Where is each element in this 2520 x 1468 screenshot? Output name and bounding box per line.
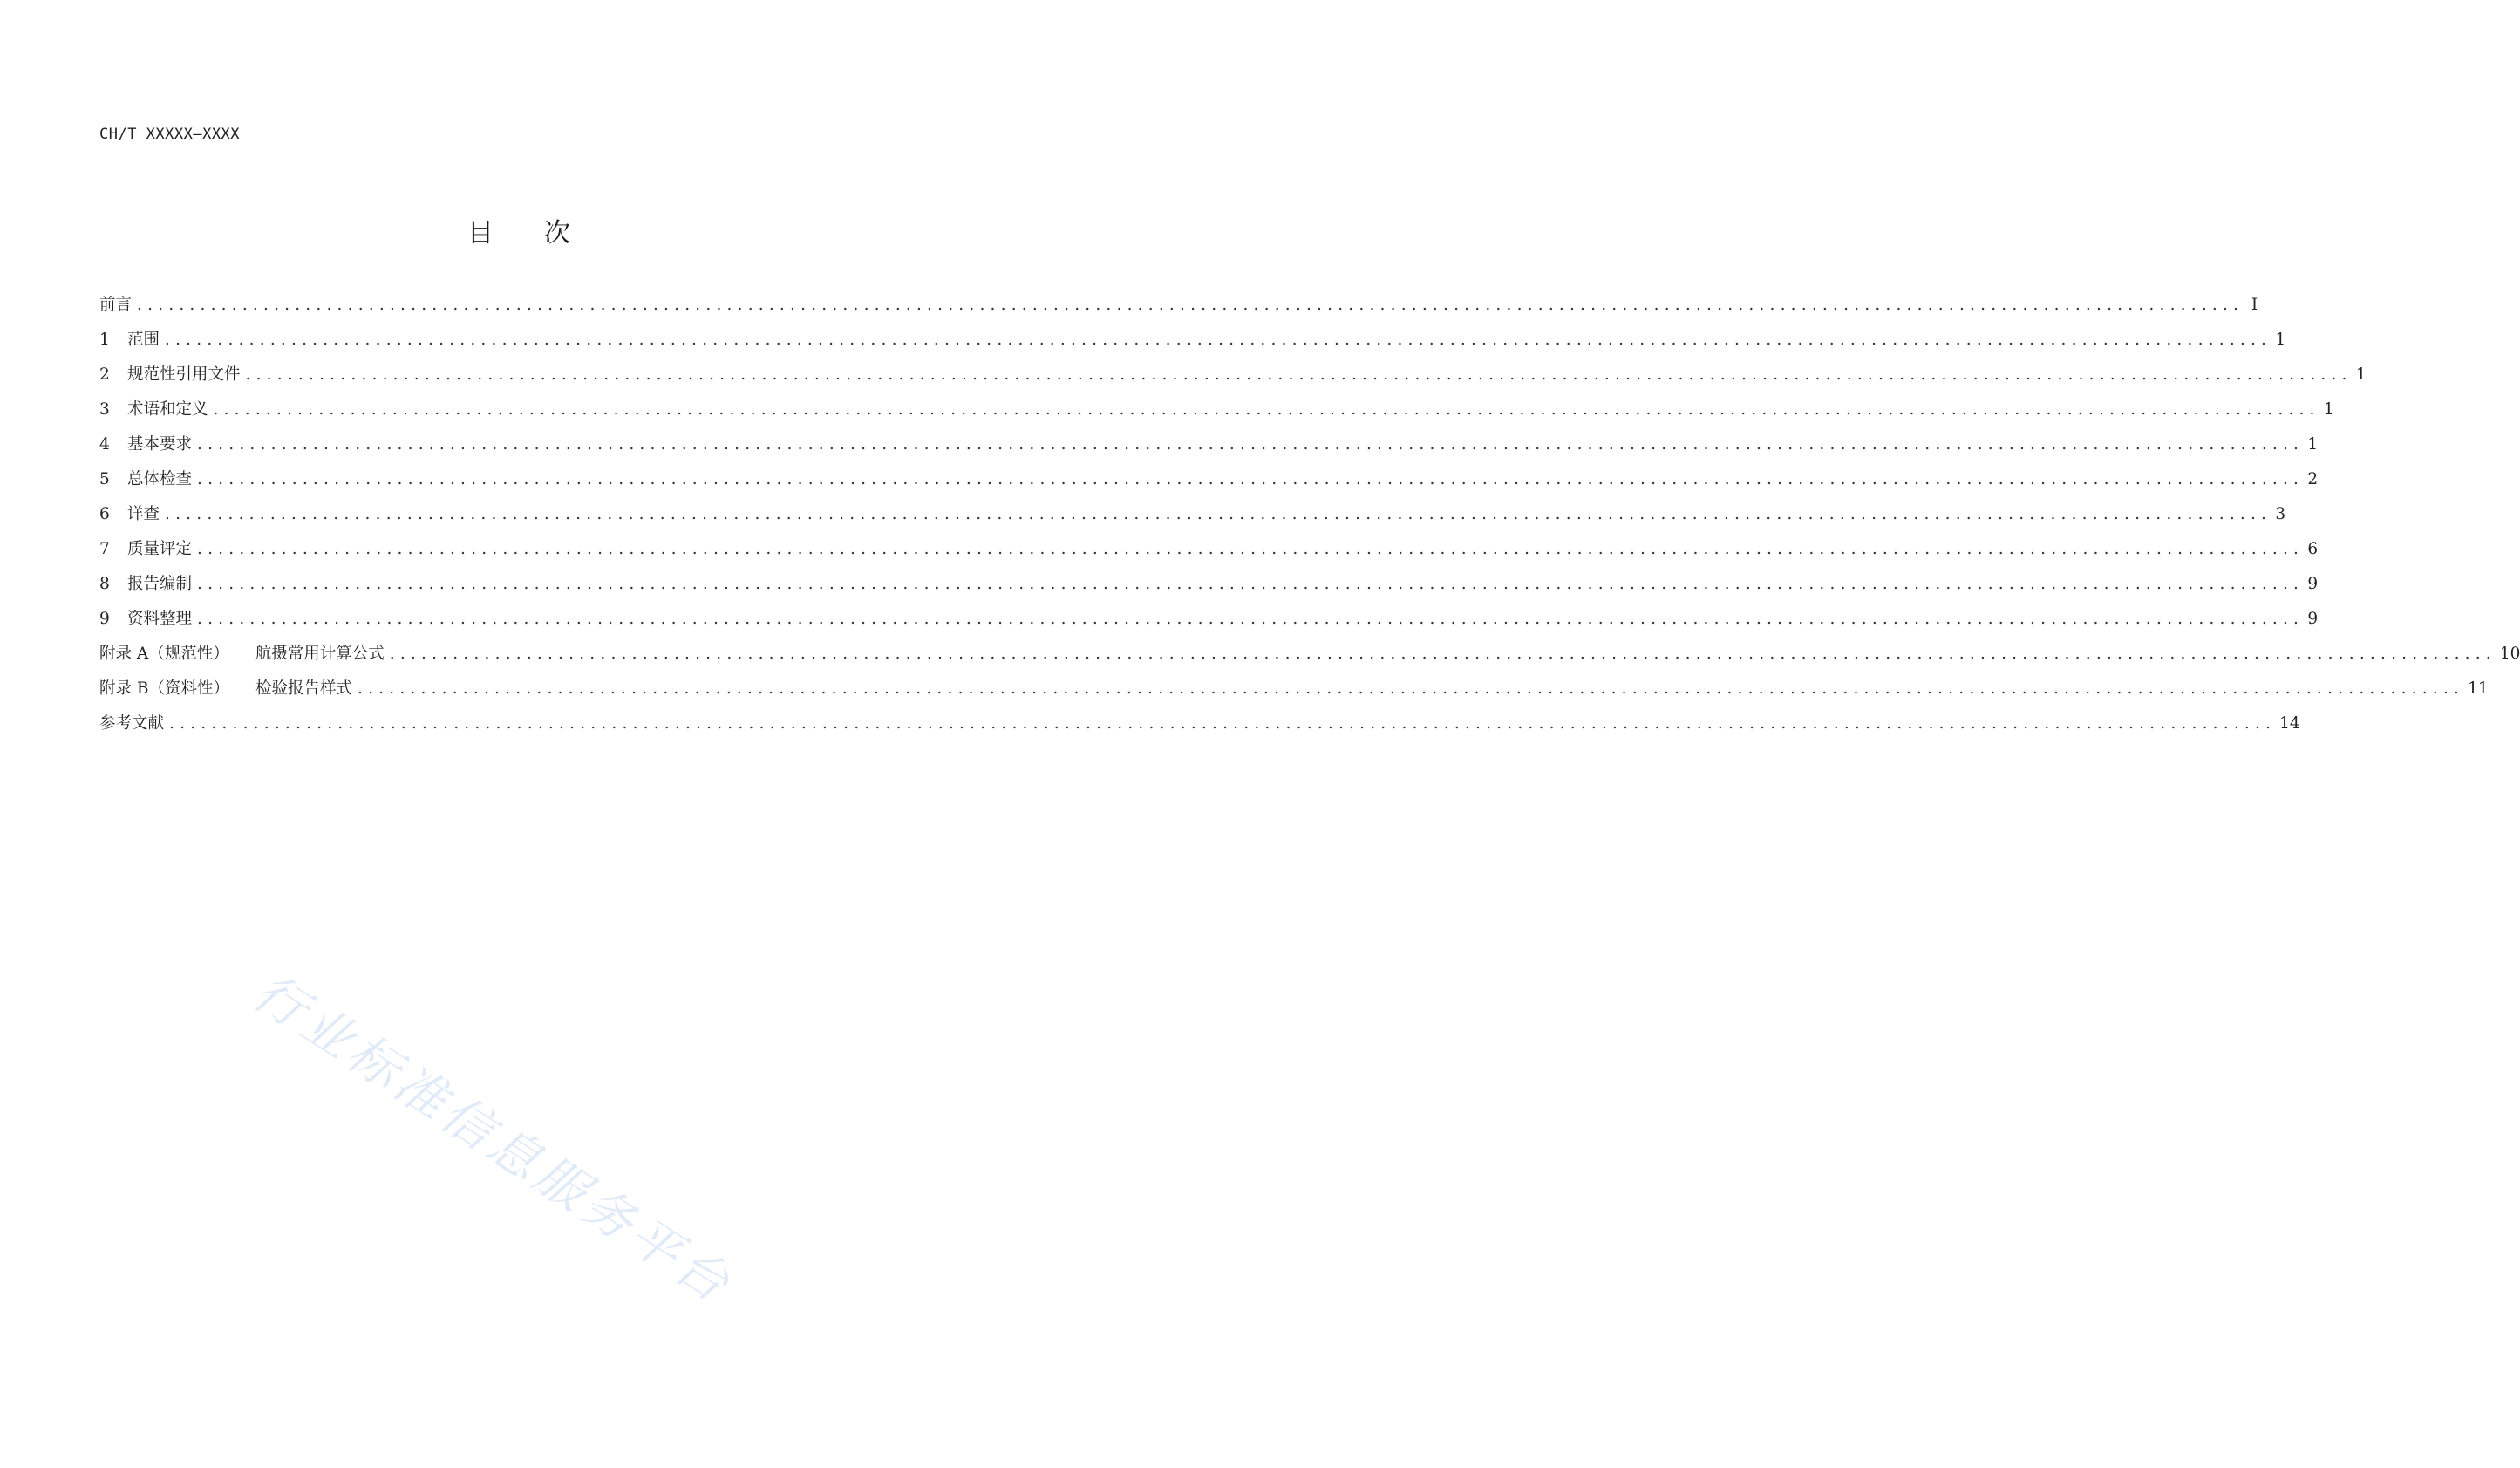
toc-entry[interactable]	[99, 672, 2489, 707]
toc-entry-number: 2	[99, 365, 110, 384]
toc-entry[interactable]	[99, 707, 2300, 741]
toc-entry-title: 规范性引用文件	[127, 365, 241, 384]
watermark: 行业标准信息服务平台	[242, 961, 744, 1316]
toc-entry[interactable]	[99, 637, 2520, 672]
toc-entry-number: 3	[99, 400, 110, 419]
toc-entry-title: 基本要求	[127, 435, 193, 454]
toc-entry-subtitle: 检验报告样式	[255, 679, 352, 698]
toc-dot-leader: ........................................................................................................................................................................................................	[165, 505, 2272, 523]
toc-entry-number: 9	[99, 610, 110, 628]
toc-entry-page-number: 9	[2307, 610, 2319, 628]
toc-entry-title: 附录 B（资料性）	[99, 679, 229, 698]
toc-entry-title: 资料整理	[127, 610, 193, 628]
toc-entry[interactable]	[99, 393, 2334, 427]
toc-entry[interactable]	[99, 323, 2286, 358]
toc-entry-title: 前言	[99, 296, 133, 314]
toc-entry-number: 7	[99, 540, 110, 558]
toc-dot-leader: ........................................................................................................................................................................................................	[245, 365, 2353, 384]
table-of-contents	[99, 288, 2520, 741]
toc-entry[interactable]	[99, 497, 2286, 532]
toc-entry-page-number: 11	[2468, 679, 2489, 698]
toc-dot-leader: ........................................................................................................................................................................................................	[197, 610, 2305, 628]
toc-dot-leader: ........................................................................................................................................................................................................	[358, 679, 2465, 698]
toc-entry-title: 范围	[127, 331, 160, 349]
toc-entry-page-number: 3	[2275, 505, 2286, 523]
toc-dot-leader: ........................................................................................................................................................................................................	[197, 575, 2305, 593]
toc-entry-page-number: 1	[2275, 331, 2286, 349]
toc-dot-leader: ........................................................................................................................................................................................................	[213, 400, 2320, 419]
toc-entry-number: 5	[99, 470, 110, 488]
toc-entry-title: 详查	[127, 505, 160, 523]
toc-dot-leader: ........................................................................................................................................................................................................	[197, 435, 2305, 454]
toc-entry[interactable]	[99, 462, 2319, 497]
toc-entry[interactable]	[99, 288, 2258, 323]
toc-entry-page-number: 1	[2355, 365, 2367, 384]
toc-entry-title: 总体检查	[127, 470, 193, 488]
toc-entry-page-number: 2	[2307, 470, 2319, 488]
toc-entry[interactable]	[99, 358, 2367, 393]
toc-entry-page-number: 6	[2307, 540, 2319, 558]
toc-entry-page-number: I	[2251, 296, 2258, 314]
toc-entry-page-number: 1	[2323, 400, 2334, 419]
toc-entry-number: 1	[99, 331, 110, 349]
toc-dot-leader: ........................................................................................................................................................................................................	[137, 296, 2244, 314]
toc-entry-page-number: 10	[2499, 645, 2520, 663]
toc-entry-page-number: 9	[2307, 575, 2319, 593]
toc-entry-subtitle: 航摄常用计算公式	[255, 645, 385, 663]
toc-entry-title: 术语和定义	[127, 400, 208, 419]
toc-entry[interactable]	[99, 532, 2319, 567]
toc-entry-number: 8	[99, 575, 110, 593]
toc-dot-leader: ........................................................................................................................................................................................................	[197, 540, 2305, 558]
toc-entry[interactable]	[99, 602, 2319, 637]
toc-entry[interactable]	[99, 567, 2319, 602]
toc-entry-title: 报告编制	[127, 575, 193, 593]
toc-dot-leader: ........................................................................................................................................................................................................	[165, 331, 2272, 349]
toc-title: 目次	[467, 218, 621, 249]
toc-entry-title: 质量评定	[127, 540, 193, 558]
toc-entry-page-number: 1	[2307, 435, 2319, 454]
toc-entry-title: 附录 A（规范性）	[99, 645, 229, 663]
toc-entry-number: 6	[99, 505, 110, 523]
toc-dot-leader: ........................................................................................................................................................................................................	[197, 470, 2305, 488]
toc-entry-number: 4	[99, 435, 110, 454]
toc-entry-title: 参考文献	[99, 714, 165, 733]
toc-entry[interactable]	[99, 427, 2319, 462]
toc-dot-leader: ........................................................................................................................................................................................................	[389, 645, 2496, 663]
document-code: CH/T XXXXX—XXXX	[99, 126, 241, 143]
toc-entry-page-number: 14	[2279, 714, 2300, 733]
toc-dot-leader: ........................................................................................................................................................................................................	[169, 714, 2277, 733]
